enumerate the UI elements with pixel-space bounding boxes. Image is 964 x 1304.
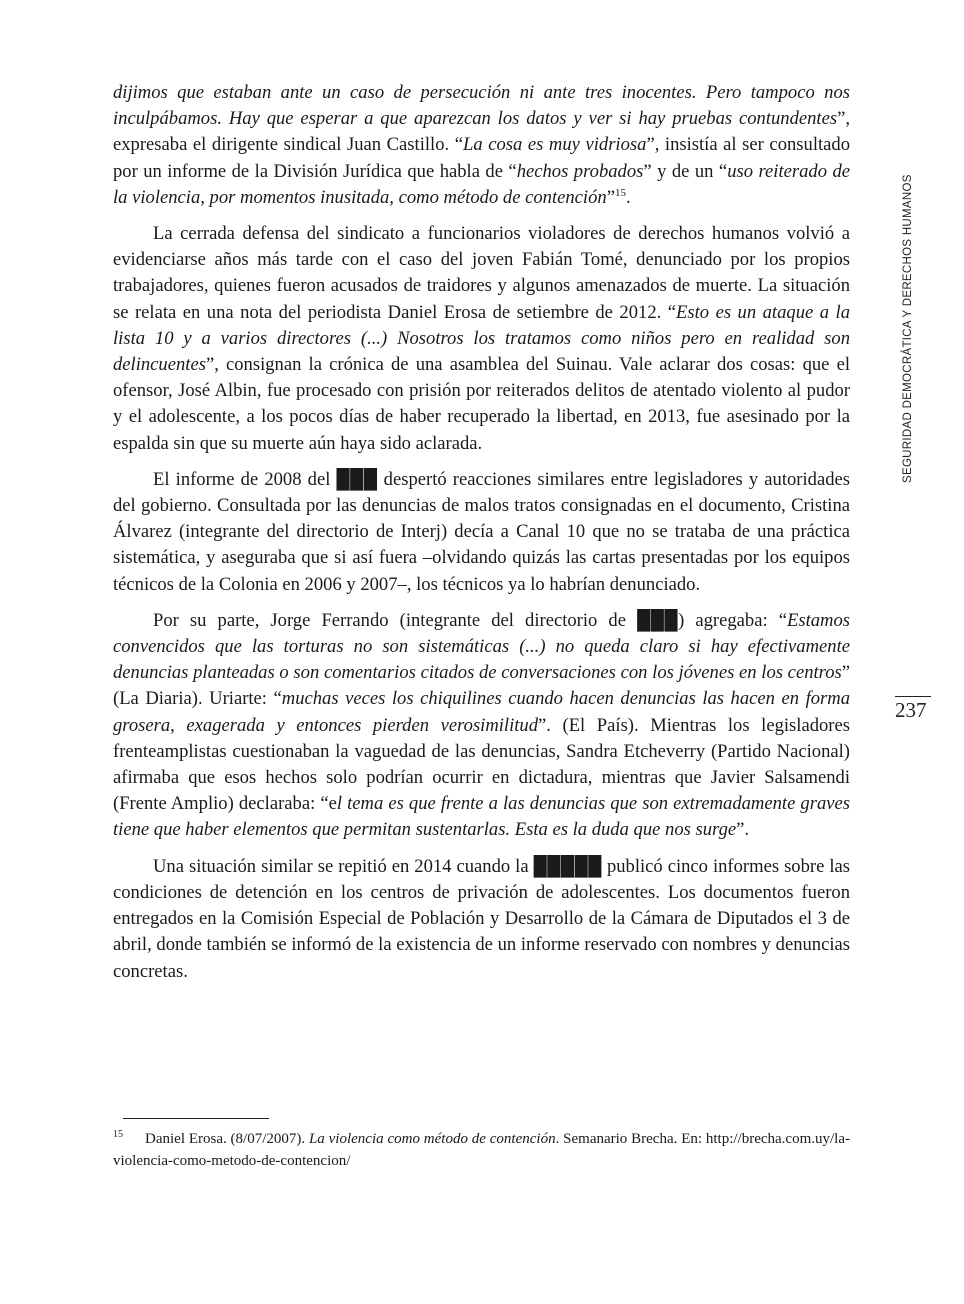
quote-text: uso reiterado de la violencia, por momentos inusitada, como método de contención <box>113 160 851 208</box>
footnote-mark: 15 <box>113 1129 123 1140</box>
footnote-separator <box>123 1118 269 1119</box>
paragraph <box>113 221 850 457</box>
quote-text: dijimos que estaban ante un caso de persecución ni ante tres inocentes. Pero tampoco nos inculpábamos. Hay que esperar a que aparezcan los datos y ver si hay pruebas contundentes <box>113 82 850 130</box>
quote-text: La cosa es muy vidriosa <box>462 134 647 156</box>
quote-text: La violencia como método de contención <box>308 1131 556 1147</box>
quote-text: Estamos convencidos que las torturas no son sistemáticas (...) no queda claro si hay efectivamente denuncias planteadas o son comentarios citados de conversaciones con los jóvenes en los centros <box>113 609 850 684</box>
text-run: . Semanario Brecha. En: http://brecha.com.uy/la-violencia-como-metodo-de-contencion/ <box>113 1131 850 1169</box>
text-run: ” (La Diaria). Uriarte: “ <box>113 662 850 710</box>
acronym-text: ███ <box>637 609 679 631</box>
paragraph <box>113 608 850 844</box>
footnote-ref: 15 <box>614 186 626 199</box>
text-run: El informe de 2008 del <box>153 468 337 490</box>
text-run: Una situación similar se repitió en 2014 cuando la <box>153 855 534 877</box>
quote-text: muchas veces los chiquilines cuando hacen denuncias las hacen en forma grosera, exagerada y entonces pierden verosimilitud <box>113 688 850 736</box>
text-run: Daniel Erosa. (8/07/2007). <box>145 1131 309 1147</box>
text-run: La cerrada defensa del sindicato a funcionarios violadores de derechos humanos volvió a evidenciarse años más tarde con el caso del joven Fabián Tomé, denunciado por los propios trabajadores, quienes fueron acusados de traidores y algunos amenazados de muerte. La situación se relata en una nota del periodista Daniel Erosa de setiembre de 2012. “ <box>113 223 850 323</box>
footnote <box>113 1124 850 1172</box>
text-run: ”, expresaba el dirigente sindical Juan Castillo. “ <box>113 108 850 156</box>
text-run: Por su parte, Jorge Ferrando (integrante del directorio de <box>153 609 638 631</box>
page-number-rule <box>895 696 931 697</box>
page-number: 237 <box>895 698 927 722</box>
text-run: publicó cinco informes sobre las condiciones de detención en los centros de privación de adolescentes. Los documentos fueron entregados en la Comisión Especial de Población y Desarrollo de la Cámara de Diputados el 3 de abril, donde también se informó de la existencia de un informe reservado con nombres y denuncias concretas. <box>113 855 850 982</box>
paragraph <box>113 80 850 211</box>
text-run: despertó reacciones similares entre legisladores y autoridades del gobierno. Consultada por las denuncias de malos tratos consignadas en el documento, Cristina Álvarez (integrante del directorio de Interj) decía a Canal 10 que no se trataba de una práctica sistemática, y aseguraba que si así fuera –olvidando quizás las cartas presentadas por los equipos técnicos de la Colonia en 2006 y 2007–, los técnicos ya lo habrían denunciado. <box>113 468 850 595</box>
text-run: ) agregaba: “ <box>678 609 787 631</box>
text-run: ”. (El País). Mientras los legisladores frenteamplistas cuestionaban la vaguedad de las denuncias, Sandra Etcheverry (Partido Nacional) afirmaba que esos hechos solo podrían ocurrir en dictadura, mientras que Javier Salsamendi (Frente Amplio) declaraba: “e <box>113 714 850 815</box>
text-run: ” y de un “ <box>643 160 728 182</box>
footnote-text <box>113 1131 850 1169</box>
quote-text: Esto es un ataque a la lista 10 y a varios directores (...) Nosotros los tratamos como niños pero en realidad son delincuentes <box>113 301 850 376</box>
text-run: ”, consignan la crónica de una asamblea del Suinau. Vale aclarar dos cosas: que el ofensor, José Albin, fue procesado con prisión por reiterados delitos de atentado violento al pudor y el adolescente, a los pocos días de haber recuperado la libertad, en 2013, fue asesinado por la espalda sin que su muerte aún haya sido aclarada. <box>113 354 850 454</box>
acronym-text: ███ <box>336 468 378 490</box>
text-run: ”. <box>736 819 750 841</box>
text-run: ” <box>606 186 615 208</box>
text-run: . <box>625 186 631 208</box>
paragraph <box>113 854 850 985</box>
quote-text: l tema es que frente a las denuncias que son extremadamente graves tiene que haber elementos que permitan sustentarlas. Esta es la duda que nos surge <box>113 793 850 841</box>
running-head: SEGURIDAD DEMOCRÁTICA Y DERECHOS HUMANOS <box>902 174 914 483</box>
acronym-text: █████ <box>533 855 602 877</box>
paragraph <box>113 467 850 598</box>
body-text <box>113 80 850 995</box>
text-run: ”, insistía al ser consultado por un informe de la División Jurídica que habla de “ <box>113 134 850 182</box>
quote-text: hechos probados <box>516 160 644 182</box>
